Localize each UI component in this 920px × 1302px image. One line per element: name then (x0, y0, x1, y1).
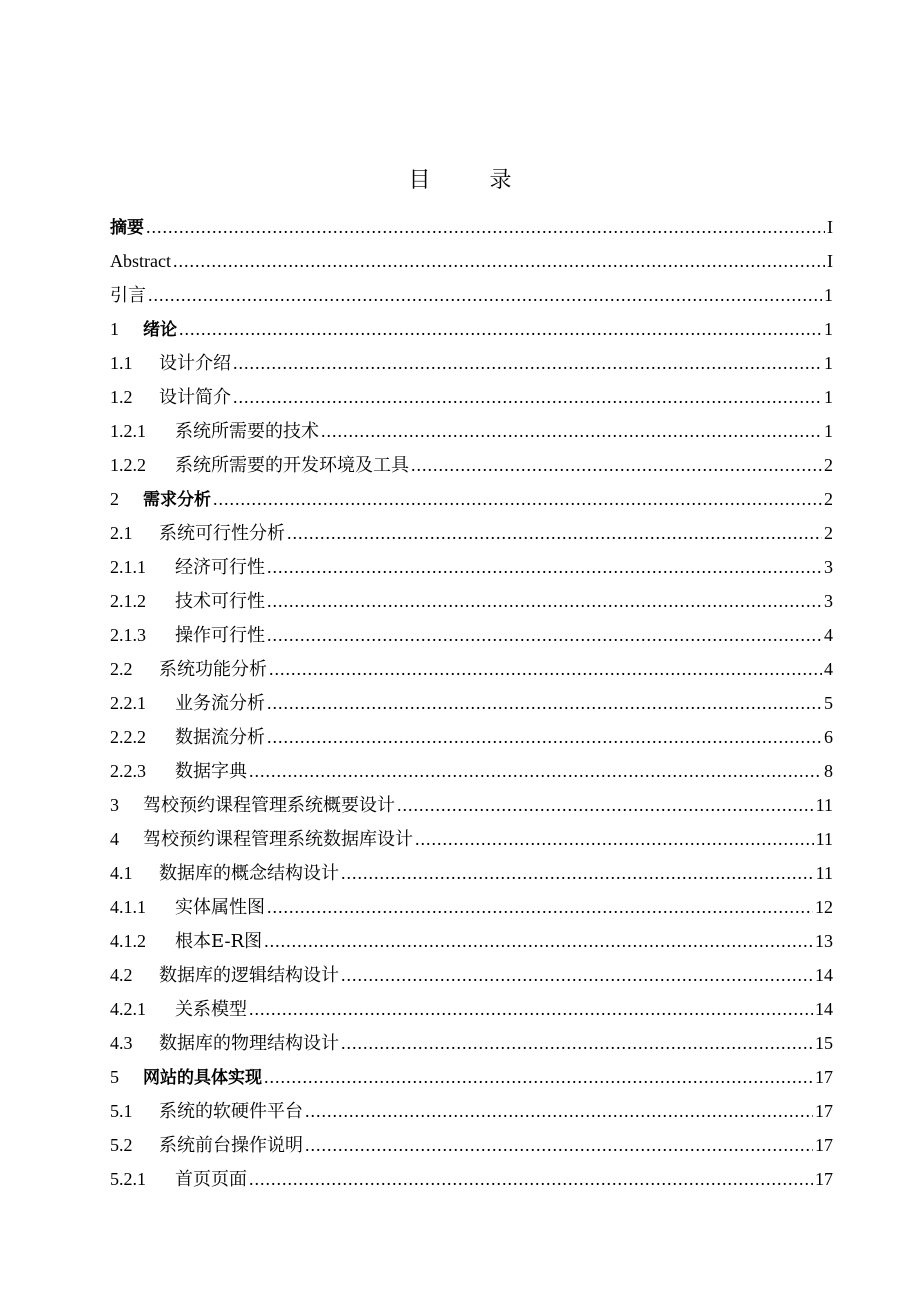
toc-entry-text: 经济可行性 (175, 557, 265, 578)
toc-entry-number: 4.1.1 (110, 897, 146, 917)
toc-entry-text: Abstract (110, 251, 171, 271)
toc-entry-page: 17 (815, 1067, 833, 1087)
toc-entry-number: 2.1.1 (110, 557, 146, 577)
toc-leader-dots (233, 346, 822, 380)
toc-entry[interactable] (110, 992, 833, 1026)
toc-leader-dots (264, 1060, 813, 1094)
toc-entry-text: 驾校预约课程管理系统概要设计 (143, 795, 395, 816)
toc-entry-number: 1.2 (110, 387, 133, 407)
toc-entry-text: 首页页面 (175, 1169, 247, 1190)
toc-entry-text: 系统功能分析 (159, 659, 267, 680)
toc-entry[interactable] (110, 890, 833, 924)
toc-entry-number: 4 (110, 829, 119, 849)
toc-entry-number: 1.2.1 (110, 421, 146, 441)
toc-entry-page: I (827, 217, 833, 237)
toc-entry-page: 5 (824, 693, 833, 713)
toc-entry-text: 设计简介 (159, 387, 231, 408)
toc-entry-text: 系统的软硬件平台 (159, 1101, 303, 1122)
toc-entry-text: 系统可行性分析 (159, 523, 285, 544)
toc-leader-dots (341, 1026, 813, 1060)
toc-entry-number: 2.1.2 (110, 591, 146, 611)
toc-entry-number: 2 (110, 489, 119, 509)
toc-leader-dots (267, 890, 813, 924)
toc-entry-text: 设计介绍 (159, 353, 231, 374)
toc-entry-page: 1 (824, 319, 833, 339)
toc-leader-dots (341, 958, 813, 992)
toc-entry-text: 系统所需要的技术 (175, 421, 319, 442)
toc-entry-number: 5.2.1 (110, 1169, 146, 1189)
toc-leader-dots (267, 584, 822, 618)
toc-entry[interactable] (110, 1162, 833, 1196)
toc-entry[interactable] (110, 686, 833, 720)
toc-entry-number: 4.2 (110, 965, 133, 985)
toc-entry-page: 3 (824, 591, 833, 611)
toc-entry-text: 数据库的逻辑结构设计 (159, 965, 339, 986)
toc-leader-dots (179, 312, 822, 346)
toc-title: 目 录 (408, 168, 538, 193)
toc-entry-page: 12 (815, 897, 833, 917)
toc-entry[interactable] (110, 414, 833, 448)
toc-entry[interactable] (110, 278, 833, 312)
toc-entry-page: 6 (824, 727, 833, 747)
toc-entry-page: 4 (824, 659, 833, 679)
toc-entry-text: 业务流分析 (175, 693, 265, 714)
toc-entry-text: 驾校预约课程管理系统数据库设计 (143, 829, 413, 850)
toc-entry-number: 2.2.2 (110, 727, 146, 747)
toc-entry-text: 数据流分析 (175, 727, 265, 748)
toc-entry-number: 2.1 (110, 523, 133, 543)
toc-leader-dots (213, 482, 822, 516)
toc-leader-dots (233, 380, 822, 414)
toc-entry-number: 2.2.1 (110, 693, 146, 713)
toc-entry-text: 数据字典 (175, 761, 247, 782)
toc-entry-page: 2 (824, 523, 833, 543)
toc-entry-page: 2 (824, 489, 833, 509)
toc-entry-text: 系统前台操作说明 (159, 1135, 303, 1156)
toc-entry-text: 关系模型 (175, 999, 247, 1020)
toc-leader-dots (249, 1162, 813, 1196)
toc-leader-dots (267, 550, 822, 584)
toc-entry[interactable] (110, 1026, 833, 1060)
toc-entry[interactable] (110, 788, 833, 822)
toc-entry-page: 1 (824, 285, 833, 305)
toc-entry-page: 3 (824, 557, 833, 577)
toc-entry-page: 1 (824, 387, 833, 407)
toc-entry-page: 11 (815, 795, 833, 815)
toc-entry-page: 1 (824, 421, 833, 441)
toc-entry-text: 需求分析 (143, 490, 211, 510)
toc-entry-page: 1 (824, 353, 833, 373)
toc-entry[interactable] (110, 346, 833, 380)
toc-entry[interactable] (110, 720, 833, 754)
toc-entry-page: 14 (815, 999, 833, 1019)
toc-leader-dots (249, 754, 822, 788)
toc-entry-page: 2 (824, 455, 833, 475)
toc-leader-dots (287, 516, 822, 550)
toc-leader-dots (269, 652, 822, 686)
toc-entry-page: 17 (815, 1135, 833, 1155)
toc-leader-dots (305, 1128, 813, 1162)
toc-entry-text: 根本E-R图 (175, 931, 263, 952)
toc-entry[interactable] (110, 1094, 833, 1128)
toc-entry[interactable] (110, 754, 833, 788)
toc-leader-dots (397, 788, 814, 822)
toc-entry[interactable] (110, 516, 833, 550)
toc-entry-page: 14 (815, 965, 833, 985)
toc-entry-number: 5.1 (110, 1101, 133, 1121)
toc-leader-dots (249, 992, 813, 1026)
toc-leader-dots (267, 720, 822, 754)
toc-entry-number: 2.2.3 (110, 761, 146, 781)
toc-entry-number: 2.2 (110, 659, 133, 679)
toc-entry[interactable] (110, 244, 833, 278)
toc-entry-text: 技术可行性 (175, 591, 265, 612)
toc-entry-page: 11 (815, 863, 833, 883)
toc-leader-dots (146, 210, 825, 244)
toc-entry[interactable] (110, 550, 833, 584)
toc-entry-page: 17 (815, 1101, 833, 1121)
toc-list (110, 210, 833, 1196)
toc-leader-dots (264, 924, 813, 958)
toc-leader-dots (411, 448, 822, 482)
toc-leader-dots (321, 414, 822, 448)
toc-entry-page: 11 (815, 829, 833, 849)
toc-entry-text: 操作可行性 (175, 625, 265, 646)
toc-entry-text: 实体属性图 (175, 897, 265, 918)
toc-leader-dots (341, 856, 814, 890)
toc-entry-number: 4.2.1 (110, 999, 146, 1019)
toc-leader-dots (173, 244, 825, 278)
toc-entry-number: 2.1.3 (110, 625, 146, 645)
toc-entry[interactable] (110, 958, 833, 992)
toc-entry[interactable] (110, 448, 833, 482)
toc-entry-text: 数据库的物理结构设计 (159, 1033, 339, 1054)
toc-entry[interactable] (110, 924, 833, 958)
toc-entry-number: 4.1.2 (110, 931, 146, 951)
toc-leader-dots (267, 686, 822, 720)
toc-entry[interactable] (110, 822, 833, 856)
toc-entry[interactable] (110, 1128, 833, 1162)
toc-entry[interactable] (110, 210, 833, 244)
toc-entry-number: 3 (110, 795, 119, 815)
toc-entry-text: 摘要 (110, 218, 144, 238)
toc-entry[interactable] (110, 652, 833, 686)
toc-entry-text: 绪论 (143, 320, 177, 340)
toc-entry-number: 1.1 (110, 353, 133, 373)
toc-entry-text: 网站的具体实现 (143, 1068, 262, 1088)
toc-entry-page: I (827, 251, 833, 271)
toc-entry[interactable] (110, 1060, 833, 1094)
toc-leader-dots (305, 1094, 813, 1128)
toc-entry-text: 数据库的概念结构设计 (159, 863, 339, 884)
toc-entry-number: 5 (110, 1067, 119, 1087)
toc-entry-number: 1 (110, 319, 119, 339)
toc-entry-number: 4.1 (110, 863, 133, 883)
toc-entry-page: 15 (815, 1033, 833, 1053)
toc-entry[interactable] (110, 312, 833, 346)
toc-leader-dots (267, 618, 822, 652)
toc-entry-page: 4 (824, 625, 833, 645)
toc-leader-dots (415, 822, 814, 856)
toc-entry-page: 17 (815, 1169, 833, 1189)
toc-entry[interactable] (110, 584, 833, 618)
toc-entry-number: 5.2 (110, 1135, 133, 1155)
toc-entry-number: 1.2.2 (110, 455, 146, 475)
toc-entry[interactable] (110, 856, 833, 890)
toc-entry-page: 13 (815, 931, 833, 951)
toc-entry[interactable] (110, 618, 833, 652)
toc-entry[interactable] (110, 482, 833, 516)
toc-entry-number: 4.3 (110, 1033, 133, 1053)
toc-entry-text: 引言 (110, 285, 146, 306)
toc-entry-page: 8 (824, 761, 833, 781)
toc-leader-dots (148, 278, 822, 312)
toc-entry-text: 系统所需要的开发环境及工具 (175, 455, 409, 476)
toc-entry[interactable] (110, 380, 833, 414)
